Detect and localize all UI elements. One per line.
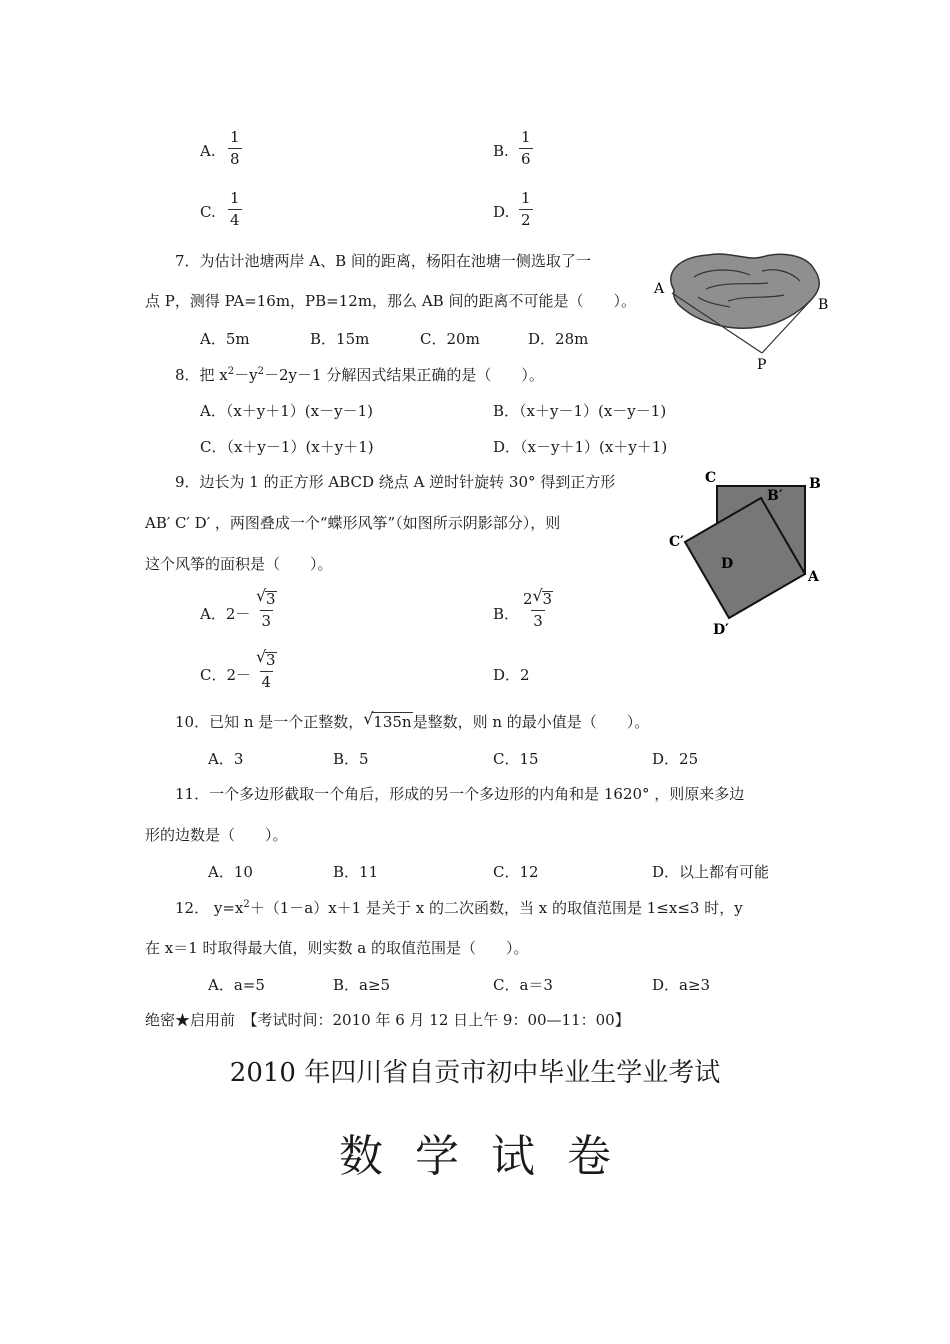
kite-label-a: A	[808, 569, 819, 585]
kite-label-c: C	[705, 470, 717, 486]
q12-option-b: B．a≥5	[333, 976, 391, 994]
q6-d-numerator: 1	[521, 189, 531, 207]
q9-b-radicand: 3	[542, 590, 553, 608]
q7-option-c: C．20m	[420, 330, 480, 348]
q12-option-d: D．a≥3	[652, 976, 711, 994]
q6-option-a-fraction	[228, 130, 242, 167]
q11-option-c: C．12	[493, 863, 539, 881]
q9-a-sqrt: √ 3	[256, 586, 276, 608]
q9-option-a-fraction	[254, 586, 279, 630]
q6-option-d-fraction	[519, 191, 533, 228]
q10-option-d: D．25	[652, 750, 699, 768]
kite-label-d: D	[721, 556, 734, 572]
q9-a-denominator: 3	[261, 612, 272, 630]
q12-stem-line1	[175, 897, 743, 918]
q9-option-d: D．2	[493, 666, 530, 684]
q11-stem-line2: 形的边数是（ ）。	[145, 826, 288, 844]
q6-b-numerator: 1	[521, 128, 531, 146]
pond-label-a: A	[654, 281, 665, 297]
q11-option-d: D．以上都有可能	[652, 863, 770, 881]
pond-shape	[671, 254, 819, 328]
q6-c-denominator: 4	[230, 211, 240, 229]
q7-option-a: A．5m	[200, 330, 250, 348]
q8-option-d: D．（x－y＋1）(x＋y＋1)	[493, 438, 668, 456]
paper-title: 数学试卷	[339, 1131, 643, 1182]
q12-line1-pre: 12． y=x	[175, 899, 244, 917]
pond-label-p: P	[757, 357, 767, 373]
q6-option-b-fraction	[519, 130, 533, 167]
pond-label-b: B	[818, 297, 829, 313]
q10-stem	[175, 711, 649, 732]
q10-option-b: B．5	[333, 750, 369, 768]
q11-option-a: A．10	[208, 863, 253, 881]
q10-stem-pre: 10．已知 n 是一个正整数，	[175, 713, 364, 731]
q9-b-denominator: 3	[533, 612, 543, 630]
q7-option-d: D．28m	[528, 330, 589, 348]
q12-option-c: C．a＝3	[493, 976, 553, 994]
q9-option-a-label: A．2－	[200, 605, 251, 623]
q8-option-c: C．（x＋y－1）(x＋y＋1)	[200, 438, 374, 456]
q10-sqrt: √ 135n	[363, 709, 412, 731]
q9-option-c-label: C．2－	[200, 666, 252, 684]
q9-c-denominator: 4	[261, 673, 272, 691]
q11-option-b: B．11	[333, 863, 379, 881]
q8-sup-1: 2	[227, 366, 235, 377]
q6-d-denominator: 2	[521, 211, 531, 229]
kite-label-d-prime: D′	[713, 622, 729, 638]
q8-stem-pre: 8．把 x	[175, 366, 228, 384]
q8-stem-mid: －y	[234, 366, 258, 384]
q10-option-c: C．15	[493, 750, 539, 768]
q9-c-sqrt: √ 3	[256, 647, 276, 669]
q12-line1-post: ＋（1－a）x＋1 是关于 x 的二次函数，当 x 的取值范围是 1≤x≤3 时，y	[249, 899, 743, 917]
q6-option-c-label: C.	[200, 203, 216, 221]
q9-a-radicand: 3	[266, 590, 276, 608]
q12-stem-line2: 在 x＝1 时取得最大值，则实数 a 的取值范围是（ ）。	[145, 939, 529, 957]
q6-option-d-label: D.	[493, 203, 510, 221]
q9-option-c-fraction	[254, 647, 279, 691]
q8-option-a: A．（x＋y＋1）(x－y－1)	[200, 402, 373, 420]
q8-stem-post: －2y－1 分解因式结果正确的是（ ）。	[264, 366, 544, 384]
q6-a-numerator: 1	[230, 128, 240, 146]
q9-stem-line3: 这个风筝的面积是（ ）。	[145, 555, 333, 573]
kite-figure	[665, 466, 840, 644]
q9-b-sqrt: √ 3	[532, 586, 553, 608]
q6-option-b-label: B.	[493, 142, 509, 160]
q9-stem-line2: AB′ C′ D′ ，两图叠成一个“蝶形风筝”（如图所示阴影部分），则	[145, 514, 561, 532]
q9-stem-line1: 9．边长为 1 的正方形 ABCD 绕点 A 逆时针旋转 30° 得到正方形	[175, 473, 616, 491]
kite-label-c-prime: C′	[669, 534, 684, 550]
q10-stem-post: 是整数，则 n 的最小值是（ ）。	[412, 713, 650, 731]
q6-option-c-fraction	[228, 191, 242, 228]
secret-exam-time: 绝密★启用前 【考试时间：2010 年 6 月 12 日上午 9：00—11：00】	[145, 1011, 630, 1029]
q8-option-b: B．（x＋y－1）(x－y－1)	[493, 402, 667, 420]
q6-b-denominator: 6	[521, 150, 531, 168]
q10-radicand: 135n	[373, 713, 412, 731]
q7-option-b: B．15m	[310, 330, 370, 348]
q6-c-numerator: 1	[230, 189, 240, 207]
q12-option-a: A．a=5	[208, 976, 265, 994]
exam-title: 2010 年四川省自贡市初中毕业生学业考试	[229, 1058, 721, 1088]
q10-option-a: A．3	[208, 750, 244, 768]
q8-stem	[175, 364, 544, 385]
q9-b-coefficient: 2	[523, 590, 533, 608]
q7-stem-line1: 7．为估计池塘两岸 A、B 间的距离，杨阳在池塘一侧选取了一	[175, 252, 591, 270]
q9-c-radicand: 3	[266, 651, 276, 669]
q6-option-a-label: A.	[200, 142, 216, 160]
kite-label-b-prime: B′	[767, 488, 783, 504]
q6-a-denominator: 8	[230, 150, 240, 168]
q9-option-b-label: B．	[493, 605, 520, 623]
q12-sup: 2	[243, 899, 250, 910]
q7-stem-line2: 点 P，测得 PA=16m，PB=12m，那么 AB 间的距离不可能是（ ）。	[145, 292, 636, 310]
kite-label-b: B	[809, 476, 821, 492]
pond-figure	[650, 245, 840, 375]
q9-option-b-fraction	[521, 586, 555, 630]
q11-stem-line1: 11．一个多边形截取一个角后，形成的另一个多边形的内角和是 1620° ，则原来多边	[175, 785, 745, 803]
q8-sup-2: 2	[257, 366, 265, 377]
